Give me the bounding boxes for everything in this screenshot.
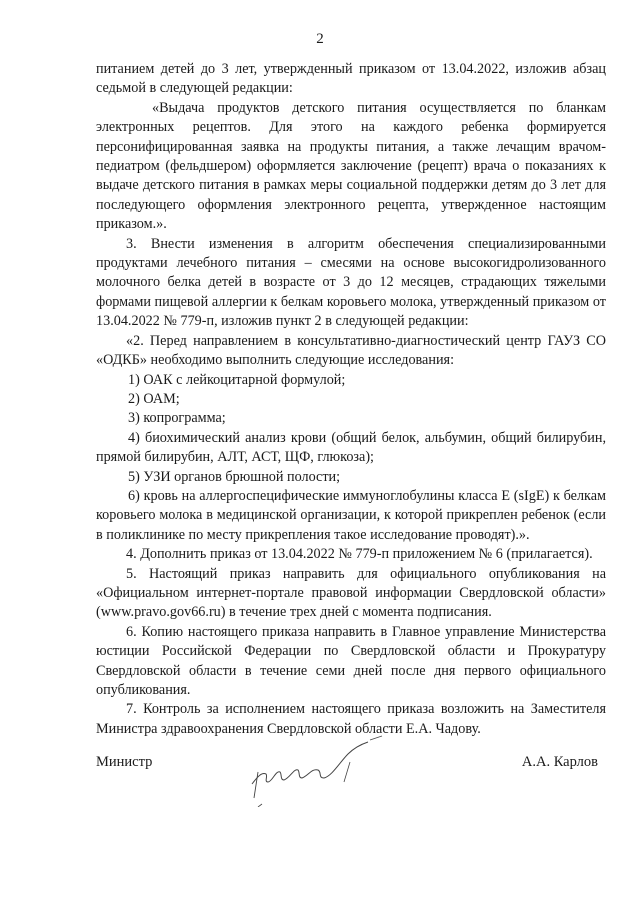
paragraph: 4. Дополнить приказ от 13.04.2022 № 779-п приложением № 6 (прилагается). <box>126 546 593 563</box>
signatory-title: Министр <box>96 754 153 770</box>
paragraph: 7. Контроль за исполнением настоящего приказа возложить на Заместителя Министра здравоохранения Свердловской области Е.А. Чадову. <box>96 701 606 737</box>
list-item: 1) ОАК с лейкоцитарной формулой; <box>128 371 346 388</box>
handwritten-signature <box>232 732 402 807</box>
list-item: 2) ОАМ; <box>128 390 180 407</box>
paragraph: питанием детей до 3 лет, утвержденный приказом от 13.04.2022, изложив абзац седьмой в следующей редакции: <box>96 61 606 97</box>
paragraph: «Выдача продуктов детского питания осуществляется по бланкам электронных рецептов. Для этого на каждого ребенка формируется персонифицированная заявка на продукты питания, а также лечащим врачом-педиатром (фельдшером) оформляется заключение (рецепт) врача о показаниях к выдаче детского питания в рамках меры социальной поддержки детям до 3 лет для последующего оформления электронного рецепта, утвержденное настоящим приказом.». <box>96 99 606 233</box>
list-item: 5) УЗИ органов брюшной полости; <box>128 468 341 485</box>
paragraph: 6. Копию настоящего приказа направить в Главное управление Министерства юстиции Российской Федерации по Свердловской области и Прокуратуру Свердловской области в течение семи дней после дня первого официального опубликования. <box>96 623 606 698</box>
signatory-name: А.А. Карлов <box>521 754 598 770</box>
paragraph: 5. Настоящий приказ направить для официального опубликования на «Официальном интернет-портале правовой информации Свердловской области» (www.pravo.gov66.ru) в течение трех дней с момента подписания. <box>96 565 606 621</box>
list-item: 6) кровь на аллергоспецифические иммуноглобулины класса Е (sIgE) к белкам коровьего молока в медицинской организации, к которой прикреплен ребенок (если в поликлинике по месту прикрепления такое исследование проводят).». <box>96 487 606 543</box>
paragraph: «2. Перед направлением в консультативно-диагностический центр ГАУЗ СО «ОДКБ» необходимо выполнить следующие исследования: <box>96 332 606 369</box>
page-number: 2 <box>316 31 324 47</box>
document-body <box>96 60 606 739</box>
paragraph: 3. Внести изменения в алгоритм обеспечения специализированными продуктами лечебного питания – смесями на основе высокогидролизованного молочного белка детей в возрасте от 3 до 12 месяцев, страдающих тяжелыми формами пищевой аллергии к белкам коровьего молока, утвержденный приказом от 13.04.2022 № 779-п, изложив пункт 2 в следующей редакции: <box>96 235 606 330</box>
list-item: 3) копрограмма; <box>128 410 226 427</box>
list-item: 4) биохимический анализ крови (общий белок, альбумин, общий билирубин, прямой билирубин, АЛТ, АСТ, ЩФ, глюкоза); <box>96 429 606 466</box>
